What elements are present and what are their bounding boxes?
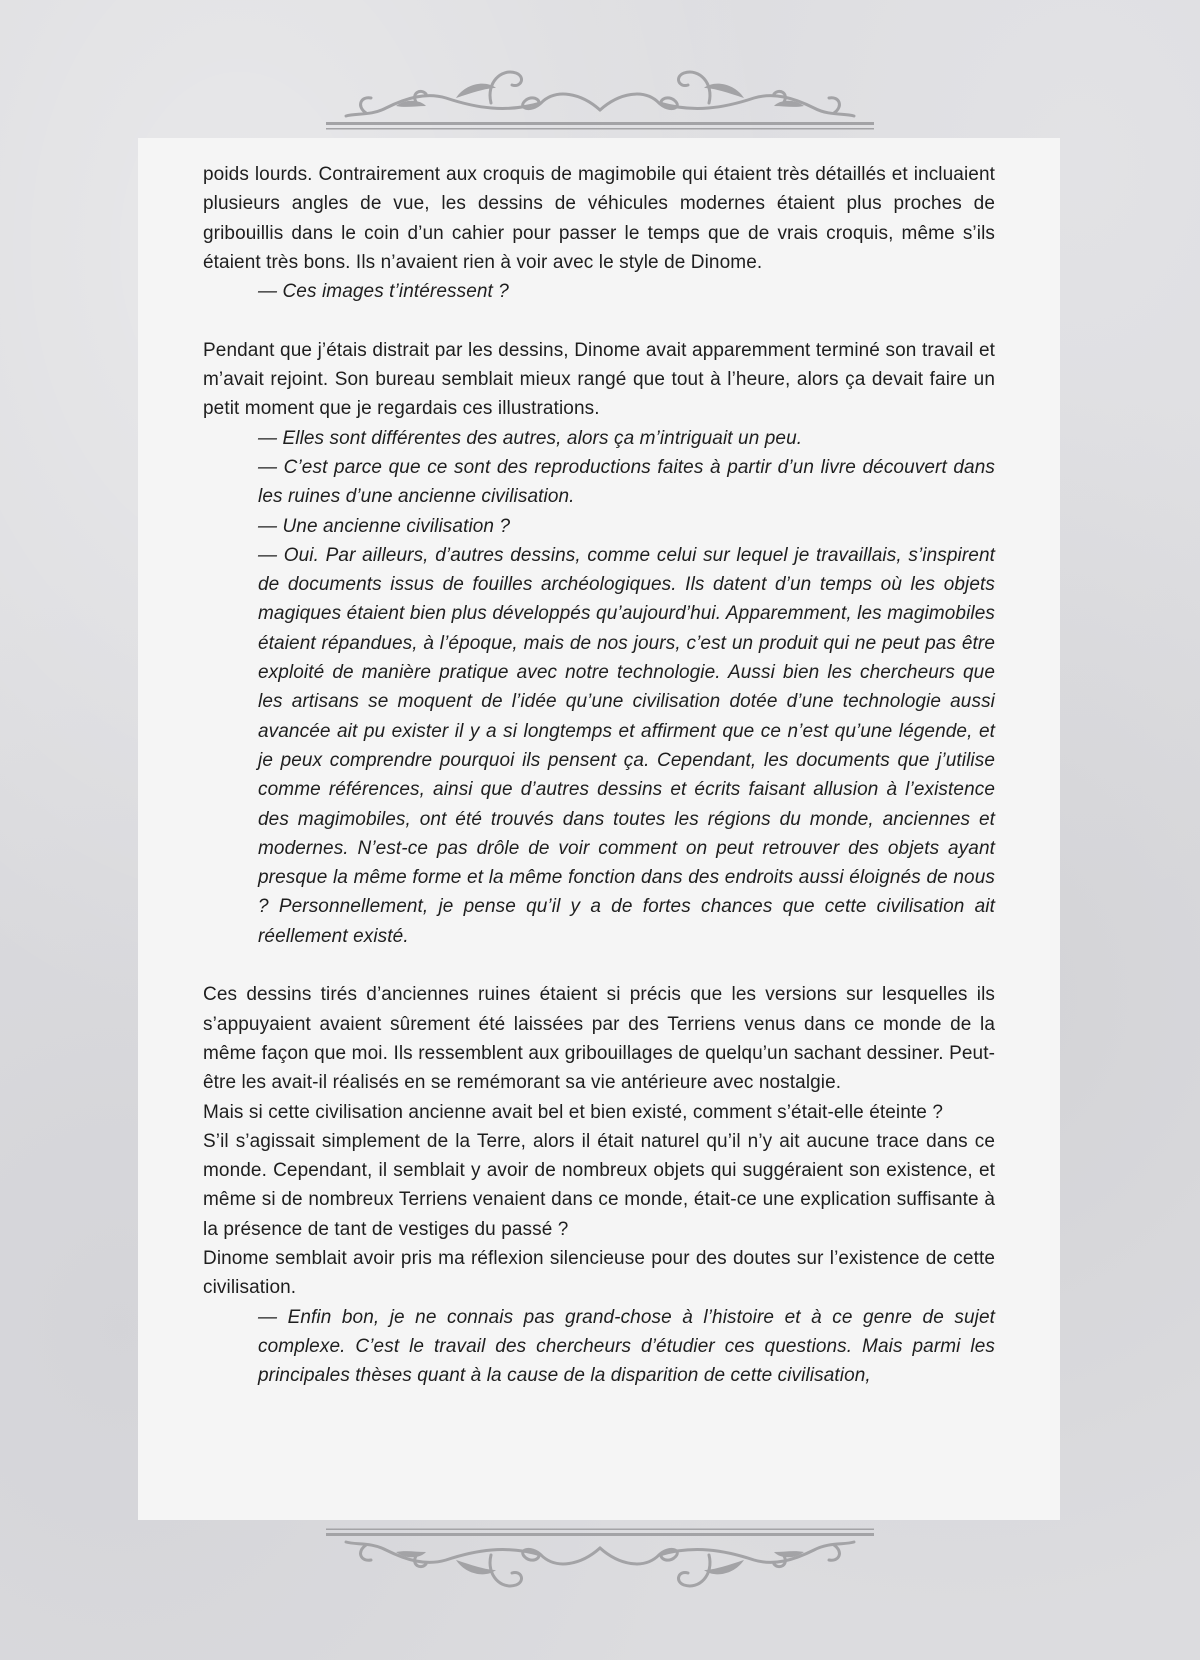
dialogue-line: — Enfin bon, je ne connais pas grand-chose à l’histoire et à ce genre de sujet complexe. C’est le travail des chercheurs d’étudier ces questions. Mais parmi les principales thèses quant à la cause de la disparition de cette civilisation, [258, 1306, 995, 1387]
top-ornament-icon [326, 58, 874, 138]
dialogue-line: — Oui. Par ailleurs, d’autres dessins, comme celui sur lequel je travaillais, s’inspirent de documents issus de fouilles archéologiques. Ils datent d’un temps où les objets magiques étaient bien plus développés qu’aujourd’hui. Apparemment, les magimobiles étaient répandues, à l’époque, mais de nos jours, c’est un produit qui ne peut pas être exploité de manière pratique avec notre technologie. Aussi bien les chercheurs que les artisans se moquent de l’idée qu’une civilisation dotée d’une technologie aussi avancée ait pu exister il y a si longtemps et affirment que ce n’est qu’une légende, et je peux comprendre pourquoi ils pensent ça. Cependant, les documents que j’utilise comme références, ainsi que d’autres dessins et écrits faisant allusion à l’existence des magimobiles, ont été trouvés dans toutes les régions du monde, anciennes et modernes. N’est-ce pas drôle de voir comment on peut retrouver des objets ayant presque la même forme et la même fonction dans des endroits aussi éloignés de nous ? Personnellement, je pense qu’il y a de fortes chances que cette civilisation ait réellement existé. [258, 544, 995, 947]
narration-paragraph: Ces dessins tirés d’anciennes ruines étaient si précis que les versions sur lesquelles ils s’appuyaient avaient sûrement été laissées par des Terriens venus dans ce monde de la même façon que moi. Ils ressemblent aux gribouillages de quelqu’un sachant dessiner. Peut-être les avait-il réalisés en se remémorant sa vie antérieure avec nostalgie. [203, 984, 995, 1094]
dialogue-line: — Ces images t’intéressent ? [258, 281, 509, 303]
page-text [203, 160, 995, 1390]
narration-paragraph: S’il s’agissait simplement de la Terre, alors il était naturel qu’il n’y ait aucune trace dans ce monde. Cependant, il semblait y avoir de nombreux objets qui suggéraient son existence, et même si de nombreux Terriens venaient dans ce monde, était-ce une explication suffisante à la présence de tant de vestiges du passé ? [203, 1130, 995, 1240]
dialogue-line: — Une ancienne civilisation ? [258, 515, 511, 537]
bottom-ornament-icon [326, 1520, 874, 1600]
dialogue-line: — Elles sont différentes des autres, alors ça m’intriguait un peu. [258, 427, 803, 449]
narration-paragraph: Mais si cette civilisation ancienne avait bel et bien existé, comment s’était-elle éteinte ? [203, 1101, 944, 1123]
narration-paragraph: Pendant que j’étais distrait par les dessins, Dinome avait apparemment terminé son travail et m’avait rejoint. Son bureau semblait mieux rangé que tout à l’heure, alors ça devait faire un petit moment que je regardais ces illustrations. [203, 339, 995, 420]
paragraph-gap [203, 951, 995, 980]
narration-paragraph: Dinome semblait avoir pris ma réflexion silencieuse pour des doutes sur l’existence de cette civilisation. [203, 1247, 995, 1299]
dialogue-line: — C’est parce que ce sont des reproductions faites à partir d’un livre découvert dans les ruines d’une ancienne civilisation. [258, 456, 995, 508]
paragraph-gap [203, 306, 995, 335]
narration-paragraph: poids lourds. Contrairement aux croquis de magimobile qui étaient très détaillés et incluaient plusieurs angles de vue, les dessins de véhicules modernes étaient plus proches de gribouillis dans le coin d’un cahier pour passer le temps que de vrais croquis, même s’ils étaient très bons. Ils n’avaient rien à voir avec le style de Dinome. [203, 164, 995, 273]
page-panel [138, 138, 1060, 1520]
